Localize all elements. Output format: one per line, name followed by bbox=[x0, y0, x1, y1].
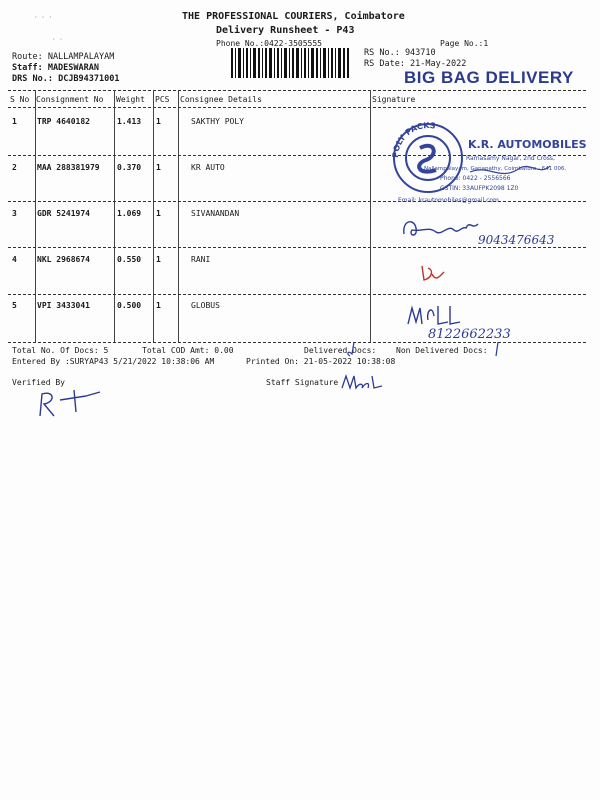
big-bag-delivery-stamp: BIG BAG DELIVERY bbox=[404, 68, 574, 87]
scan-speck: · · · bbox=[34, 14, 53, 21]
row5-phone: 8122662233 bbox=[428, 327, 511, 342]
rs-number: RS No.: 943710 bbox=[364, 48, 436, 58]
total-docs: Total No. Of Docs: 5 bbox=[12, 346, 109, 355]
col-divider bbox=[153, 90, 154, 342]
delivered-docs: Delivered Docs: bbox=[304, 346, 377, 355]
rs-date: RS Date: 21-May-2022 bbox=[364, 59, 467, 69]
row-weight: 0.370 bbox=[117, 163, 142, 172]
row-sno: 1 bbox=[12, 117, 17, 126]
row-sno: 4 bbox=[12, 255, 17, 264]
drs-label: DRS No.: bbox=[12, 74, 53, 84]
row-pcs: 1 bbox=[156, 301, 161, 310]
row-sno: 3 bbox=[12, 209, 17, 218]
stamp-line1: Ramasamy Nagar, 2nd Cross, bbox=[466, 155, 555, 162]
row-pcs: 1 bbox=[156, 117, 161, 126]
row-pcs: 1 bbox=[156, 255, 161, 264]
col-signature: Signature bbox=[372, 95, 416, 104]
verified-by-label: Verified By bbox=[12, 378, 65, 387]
entered-by: Entered By :SURYAP43 5/21/2022 10:38:06 AM bbox=[12, 357, 215, 366]
stamp-line4: GSTIN: 33AUFPK2098 1Z0 bbox=[440, 185, 519, 192]
non-delivered-mark bbox=[492, 340, 502, 358]
phone-number: Phone No.:0422-3505555 bbox=[216, 39, 322, 48]
row-sno: 5 bbox=[12, 301, 17, 310]
table-top-rule bbox=[8, 90, 586, 91]
col-sno: S No bbox=[10, 95, 30, 104]
barcode bbox=[231, 48, 351, 78]
row-consignee: KR AUTO bbox=[191, 163, 225, 172]
row-consignment: GDR 5241974 bbox=[37, 209, 90, 218]
scan-speck: · · bbox=[52, 36, 63, 43]
row-consignment: TRP 4640182 bbox=[37, 117, 90, 126]
col-consignee: Consignee Details bbox=[180, 95, 262, 104]
signature-row5 bbox=[404, 302, 588, 342]
route: Route: NALLAMPALAYAM bbox=[12, 52, 115, 62]
row-weight: 1.413 bbox=[117, 117, 142, 126]
runsheet-title: Delivery Runsheet - P43 bbox=[216, 25, 355, 36]
signature-row4 bbox=[418, 262, 448, 284]
stamp-company-name: K.R. AUTOMOBILES bbox=[468, 138, 587, 151]
stamp-line2: Nallampalayam, Ganapathy, Coimbatore - 641 006. bbox=[424, 166, 567, 172]
col-pcs: PCS bbox=[155, 95, 170, 104]
page-number: Page No.:1 bbox=[440, 39, 489, 48]
seal-text: POLY PACKS bbox=[390, 120, 437, 159]
col-divider bbox=[35, 90, 36, 342]
table-header-rule bbox=[8, 107, 586, 108]
drs-number bbox=[12, 74, 120, 84]
non-delivered-docs: Non Delivered Docs: bbox=[396, 346, 488, 355]
col-divider bbox=[114, 90, 115, 342]
row-pcs: 1 bbox=[156, 209, 161, 218]
row-consignment: NKL 2968674 bbox=[37, 255, 90, 264]
row-weight: 0.550 bbox=[117, 255, 142, 264]
company-stamp bbox=[380, 112, 590, 206]
stamp-line5: Email: krautomobiles@gmail.com bbox=[398, 197, 499, 204]
col-consignment: Consignment No bbox=[36, 95, 104, 104]
signature-row3 bbox=[398, 212, 588, 252]
staff-signature bbox=[340, 372, 384, 392]
company-title: THE PROFESSIONAL COURIERS, Coimbatore bbox=[182, 11, 405, 22]
row-consignee: RANI bbox=[191, 255, 211, 264]
verified-by-signature bbox=[34, 386, 106, 422]
drs-value: DCJB94371001 bbox=[58, 74, 120, 84]
row-consignment: MAA 288381979 bbox=[37, 163, 100, 172]
row3-phone: 9043476643 bbox=[478, 233, 555, 247]
total-cod: Total COD Amt: 0.00 bbox=[142, 346, 234, 355]
row-weight: 0.500 bbox=[117, 301, 142, 310]
staff-signature-label: Staff Signature bbox=[266, 378, 339, 387]
stamp-line3: Phone: 0422 - 2556566 bbox=[440, 175, 511, 182]
col-divider bbox=[178, 90, 179, 342]
row-consignee: GLOBUS bbox=[191, 301, 220, 310]
row-consignee: SIVANANDAN bbox=[191, 209, 240, 218]
row-weight: 1.069 bbox=[117, 209, 142, 218]
staff-name: Staff: MADESWARAN bbox=[12, 63, 99, 73]
row-sno: 2 bbox=[12, 163, 17, 172]
col-weight: Weight bbox=[116, 95, 145, 104]
delivered-mark bbox=[344, 340, 358, 358]
col-divider bbox=[370, 90, 371, 342]
row-rule bbox=[8, 294, 586, 295]
printed-on: Printed On: 21-05-2022 10:38:08 bbox=[246, 357, 396, 366]
row-consignee: SAKTHY POLY bbox=[191, 117, 244, 126]
row-pcs: 1 bbox=[156, 163, 161, 172]
row-consignment: VPI 3433041 bbox=[37, 301, 90, 310]
